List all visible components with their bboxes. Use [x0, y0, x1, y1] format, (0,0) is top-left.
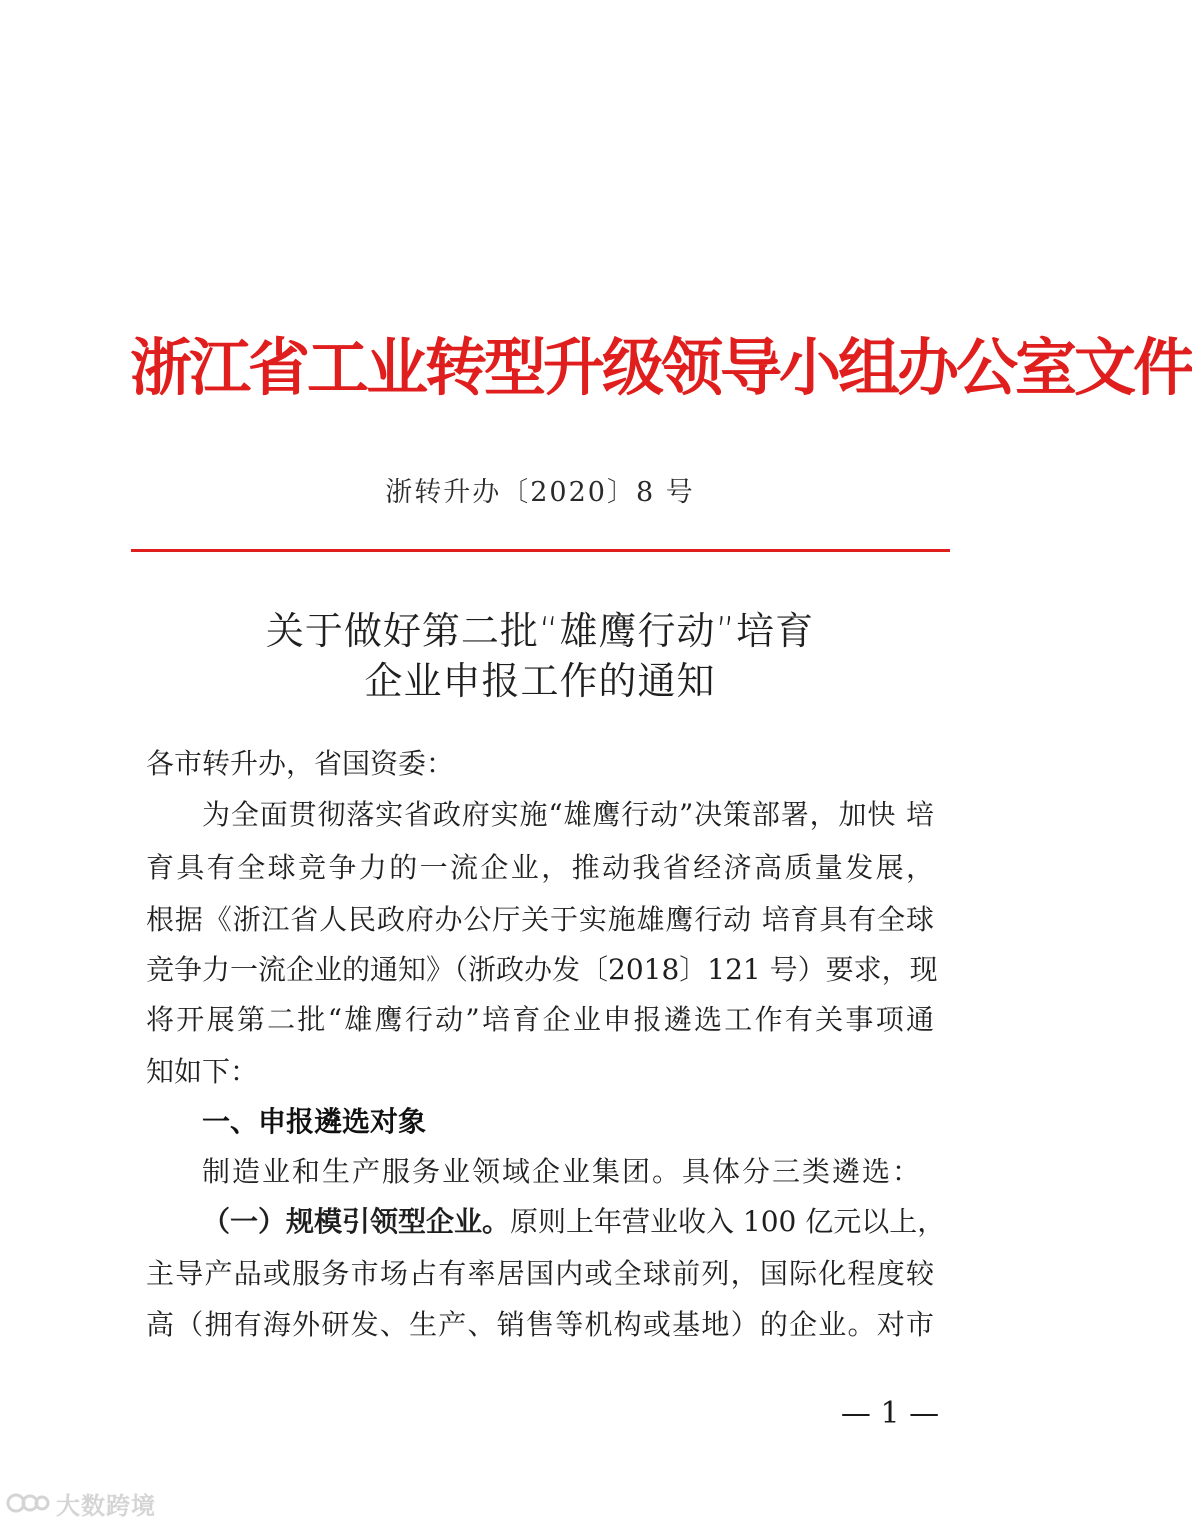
notice-title-line-1: 关于做好第二批“雄鹰行动”培育 [265, 609, 815, 653]
item-one-line-3: 高（拥有海外研发、生产、销售等机构或基地）的企业。对市 [146, 1308, 934, 1341]
intro-line-2: 育具有全球竞争力的一流企业，推动我省经济高质量发展， [146, 851, 934, 884]
intro-line-4: 竞争力一流企业的通知》（浙政办发〔2018〕121 号）要求，现 [146, 953, 938, 986]
page-number: — 1 — [840, 1396, 940, 1431]
item-one-first-line [202, 1200, 946, 1240]
intro-line-1: 为全面贯彻落实省政府实施“雄鹰行动”决策部署，加快 培 [202, 798, 934, 831]
document-number: 浙转升办〔2020〕8 号 [385, 477, 695, 508]
item-one-first-text: 原则上年营业收入 100 亿元以上， [510, 1205, 946, 1238]
intro-line-5: 将开展第二批“雄鹰行动”培育企业申报遴选工作有关事项通 [146, 1003, 934, 1036]
intro-line-3: 根据《浙江省人民政府办公厅关于实施雄鹰行动 培育具有全球 [146, 903, 934, 936]
item-one-lead: （一）规模引领型企业。 [202, 1205, 511, 1238]
notice-title-line-2: 企业申报工作的通知 [364, 659, 716, 703]
document-header-title: 浙江省工业转型升级领导小组办公室文件 [130, 331, 1192, 404]
intro-line-6: 知如下： [146, 1055, 259, 1088]
section-one-heading: 一、申报遴选对象 [202, 1105, 427, 1138]
watermark [6, 1486, 156, 1520]
salutation: 各市转升办，省国资委： [146, 747, 455, 780]
red-divider-line [131, 549, 950, 552]
section-one-intro: 制造业和生产服务业领域企业集团。具体分三类遴选： [202, 1155, 923, 1188]
watermark-text: 大数跨境 [56, 1491, 156, 1520]
brand-logo-icon [6, 1490, 50, 1516]
item-one-line-2: 主导产品或服务市场占有率居国内或全球前列，国际化程度较 [146, 1257, 934, 1290]
